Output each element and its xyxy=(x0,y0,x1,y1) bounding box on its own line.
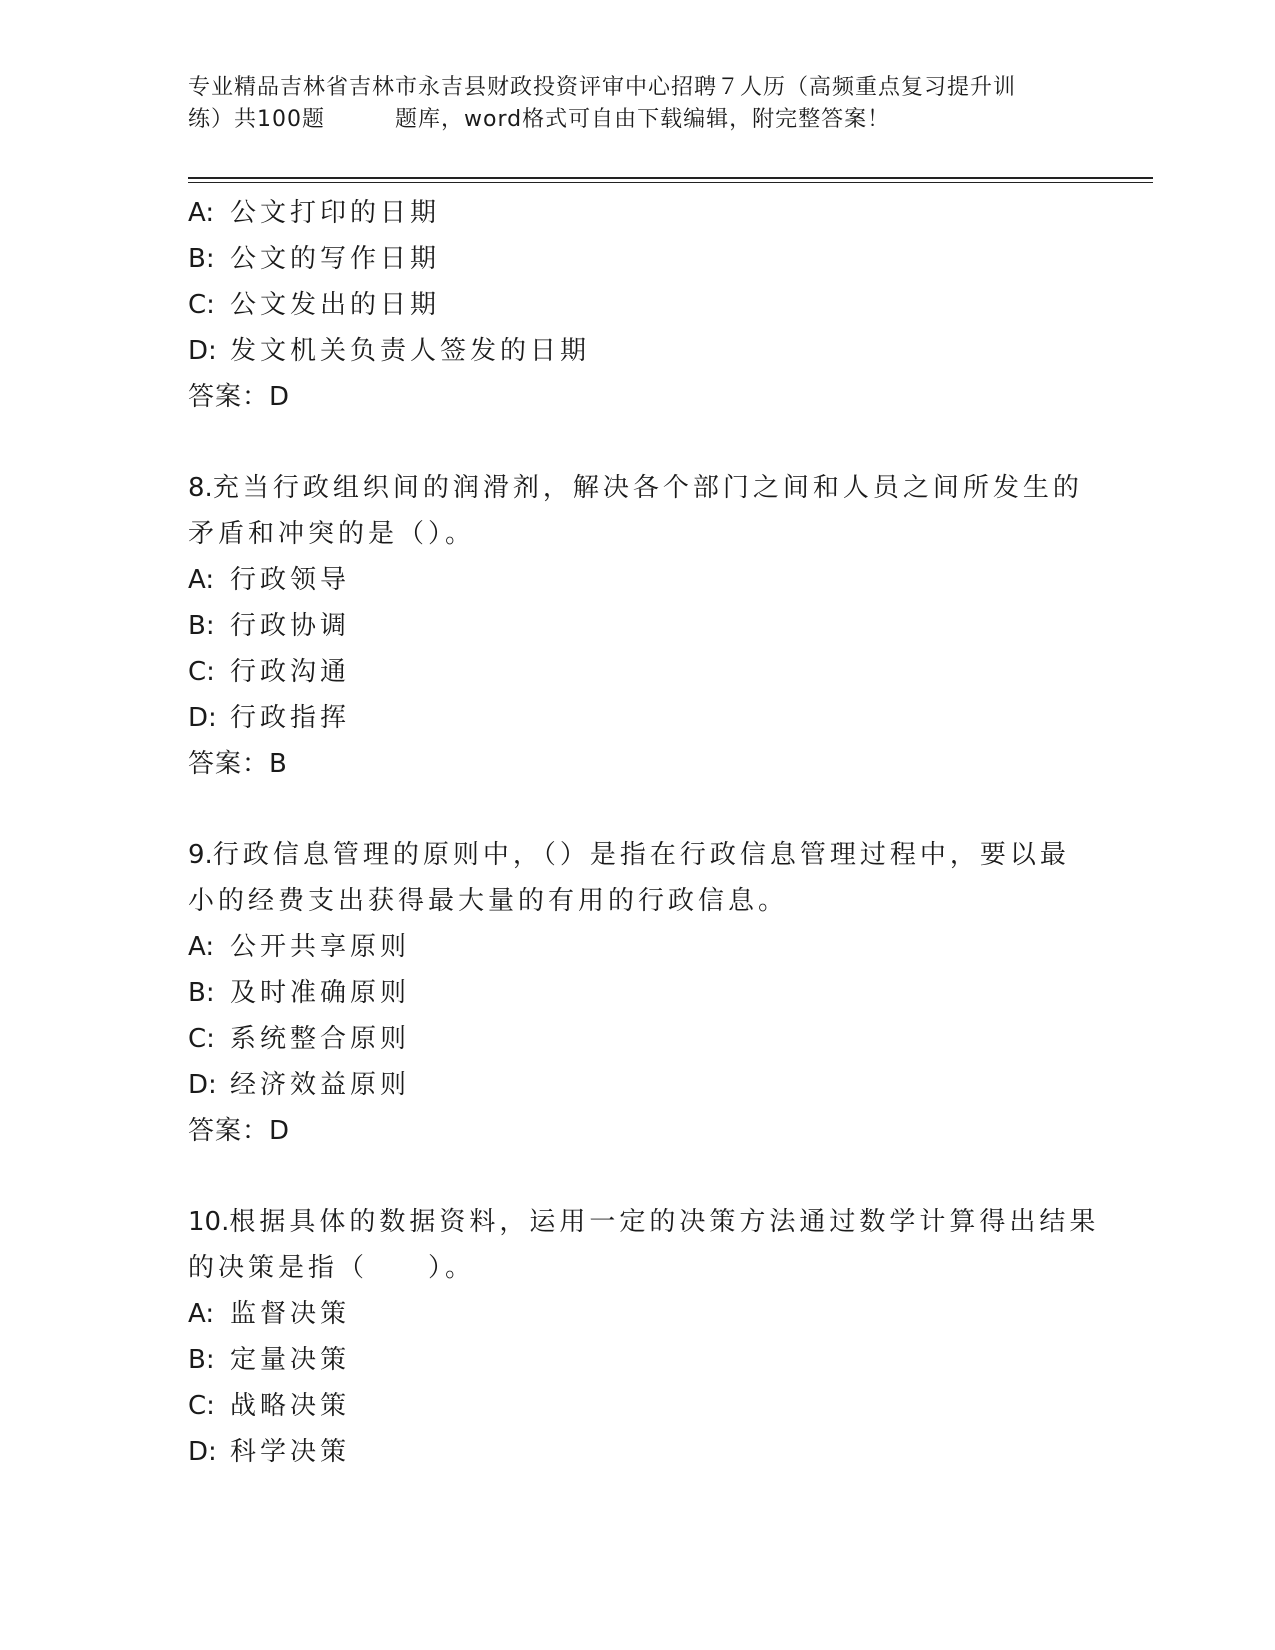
question-7 xyxy=(188,190,1088,420)
header-divider-thick xyxy=(188,177,1153,179)
option-a: A: 监督决策 xyxy=(188,1299,351,1329)
option-d: D: 科学决策 xyxy=(188,1437,351,1467)
option-b: B: 定量决策 xyxy=(188,1345,351,1375)
question-text-line-2: 矛盾和冲突的是（）。 xyxy=(188,519,476,549)
header-line-2-end: 题库，word格式可自由下载编辑，附完整答案！ xyxy=(395,107,891,132)
header-line-2 xyxy=(188,104,1088,136)
option-b: B: 行政协调 xyxy=(188,611,351,641)
answer: 答案：D xyxy=(188,1116,291,1146)
question-number: 9. xyxy=(188,840,213,870)
option-b: B: 及时准确原则 xyxy=(188,978,411,1008)
question-9 xyxy=(188,832,1088,1154)
option-d: D: 行政指挥 xyxy=(188,703,351,733)
option-c: C: 公文发出的日期 xyxy=(188,290,441,320)
document-header xyxy=(188,72,1088,136)
option-a: A: 行政领导 xyxy=(188,565,351,595)
option-c: C: 战略决策 xyxy=(188,1391,351,1421)
header-divider-thin xyxy=(188,182,1153,183)
question-number: 10. xyxy=(188,1207,230,1237)
answer: 答案：D xyxy=(188,382,291,412)
question-text-line-2: 小的经费支出获得最大量的有用的行政信息。 xyxy=(188,886,789,916)
question-10 xyxy=(188,1199,1100,1475)
option-d: D: 经济效益原则 xyxy=(188,1070,411,1100)
option-d: D: 发文机关负责人签发的日期 xyxy=(188,336,591,366)
question-list xyxy=(188,190,1100,1475)
header-line-1: 专业精品吉林省吉林市永吉县财政投资评审中心招聘７人历（高频重点复习提升训 xyxy=(188,75,1017,100)
option-a: A: 公文打印的日期 xyxy=(188,198,441,228)
question-text-line-1: 9.行政信息管理的原则中，（）是指在行政信息管理过程中，要以最 xyxy=(188,840,1070,870)
answer: 答案：B xyxy=(188,749,288,779)
question-text-line-2: 的决策是指（ ）。 xyxy=(188,1253,476,1283)
option-c: C: 行政沟通 xyxy=(188,657,351,687)
header-line-2-start: 练）共100题 xyxy=(188,107,325,132)
option-c: C: 系统整合原则 xyxy=(188,1024,411,1054)
question-text-line-1: 8.充当行政组织间的润滑剂，解决各个部门之间和人员之间所发生的 xyxy=(188,473,1083,503)
question-8 xyxy=(188,465,1088,787)
option-a: A: 公开共享原则 xyxy=(188,932,411,962)
question-text-line-1: 10.根据具体的数据资料，运用一定的决策方法通过数学计算得出结果 xyxy=(188,1207,1100,1237)
option-b: B: 公文的写作日期 xyxy=(188,244,441,274)
question-number: 8. xyxy=(188,473,213,503)
